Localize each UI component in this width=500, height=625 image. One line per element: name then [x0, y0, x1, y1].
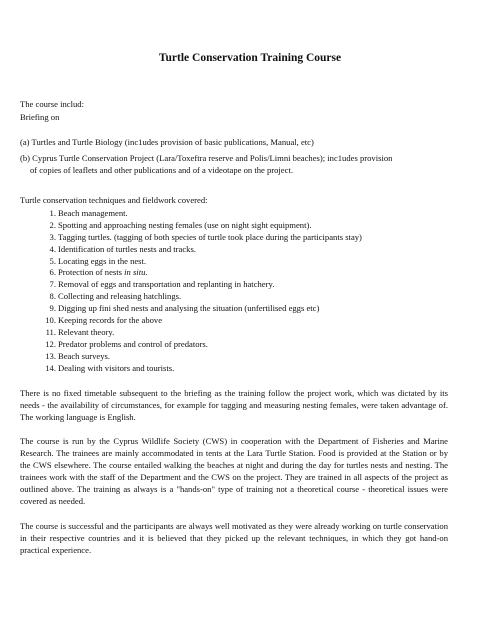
technique-number: 5. [49, 255, 56, 266]
technique-text [58, 220, 311, 232]
technique-number: 11. [45, 326, 56, 337]
technique-number: 3. [49, 231, 56, 242]
briefing-item-b [20, 153, 448, 177]
technique-item [0, 291, 500, 303]
technique-text [58, 351, 110, 363]
technique-text [58, 303, 319, 315]
intro-line: The course includ: [20, 99, 84, 109]
technique-number: 12. [45, 338, 56, 349]
technique-item [0, 351, 500, 363]
technique-text-main: Predator problems and control of predators. [58, 338, 208, 349]
technique-text-main: Locating eggs in the nest. [58, 255, 147, 266]
briefing-item-a: (a) Turtles and Turtle Biology (inc1udes provision of basic publications, Manual, etc) [20, 137, 314, 147]
technique-number: 1. [49, 208, 56, 218]
success-paragraph: The course is successful and the participants are always well motivated as they were already working on turtle conservation in their respective countries and it is believed that they picked up the relevant techniques, in which they got hand-on practical experience. [20, 521, 448, 555]
technique-text [58, 267, 148, 279]
technique-text-main: Relevant theory. [58, 326, 115, 337]
briefing-item-b-line1: (b) Cyprus Turtle Conservation Project (Lara/Toxeftra reserve and Polis/Limni beaches); inc1udes provision [20, 153, 393, 163]
technique-number: 13. [45, 350, 56, 361]
technique-text-main: Identification of turtles nests and tracks. [58, 243, 196, 254]
technique-text [58, 256, 146, 268]
technique-text [58, 244, 196, 256]
technique-text [58, 339, 208, 351]
technique-number: 4. [49, 243, 56, 254]
technique-item [0, 267, 500, 279]
technique-text-main: Beach management. [58, 208, 128, 218]
technique-item [0, 220, 500, 232]
technique-number: 14. [45, 362, 56, 373]
technique-text-main: Tagging turtles. (tagging of both species of turtle took place during the participants stay) [58, 231, 362, 242]
technique-number: 7. [49, 279, 56, 290]
timetable-paragraph: There is no fixed timetable subsequent to the briefing as the training follow the project work, which was dictated by its needs - the availability of circumstances, for example for tagging and measuring nesting females, were taken advantage of. The working language is English. [20, 388, 448, 422]
technique-item [0, 279, 500, 291]
technique-text-main: Collecting and releasing hatchlings. [58, 291, 182, 302]
technique-text [58, 279, 274, 291]
technique-text [58, 232, 362, 244]
technique-number: 8. [49, 291, 56, 302]
technique-item [0, 315, 500, 327]
technique-text [58, 363, 174, 375]
technique-text-main: Protection of nests [58, 267, 125, 278]
technique-text-main: Beach surveys. [58, 350, 111, 361]
technique-item [0, 244, 500, 256]
technique-item [0, 339, 500, 351]
technique-item [0, 232, 500, 244]
technique-number: 2. [49, 219, 56, 230]
technique-text-italic: in situ. [124, 267, 148, 278]
technique-text-main: Keeping records for the above [58, 315, 163, 326]
technique-item [0, 256, 500, 268]
document-title: Turtle Conservation Training Course [158, 52, 342, 64]
briefing-item-b-line2: of copies of leaflets and other publications and of a videotape on the project. [30, 164, 293, 175]
technique-number: 10. [45, 315, 56, 326]
techniques-heading: Turtle conservation techniques and fieldwork covered: [20, 195, 208, 205]
technique-text [58, 327, 114, 339]
technique-text [58, 315, 162, 327]
technique-number: 9. [49, 303, 56, 314]
technique-number: 6. [49, 267, 56, 278]
technique-text [58, 208, 128, 220]
technique-text-main: Spotting and approaching nesting females (use on night sight equipment). [58, 219, 312, 230]
technique-item [0, 208, 500, 220]
technique-text [58, 291, 181, 303]
technique-item [0, 327, 500, 339]
run-by-paragraph: The course is run by the Cyprus Wildlife Society (CWS) in cooperation with the Department of Fisheries and Marine Research. The trainees are mainly accommodated in tents at the Lara Turtle Station. Food is provided at the Station or by the CWS elsewhere. The course entailed walking the beaches at night and during the day for turtles nests and nesting. The trainees work with the staff of the Department and the CWS on the project. They are trained in all aspects of the project as outlined above. The training as always is a "hands-on" type of training not a theoretical course - theoretical issues were covered as needed. [20, 436, 448, 506]
technique-item [0, 363, 500, 375]
technique-text-main: Digging up fini shed nests and analysing the situation (unfertilised eggs etc) [58, 303, 320, 314]
technique-text-main: Removal of eggs and transportation and replanting in hatchery. [58, 279, 275, 290]
briefing-label: Briefing on [20, 112, 60, 122]
technique-item [0, 303, 500, 315]
technique-text-main: Dealing with visitors and tourists. [58, 362, 175, 373]
techniques-list [0, 208, 500, 374]
